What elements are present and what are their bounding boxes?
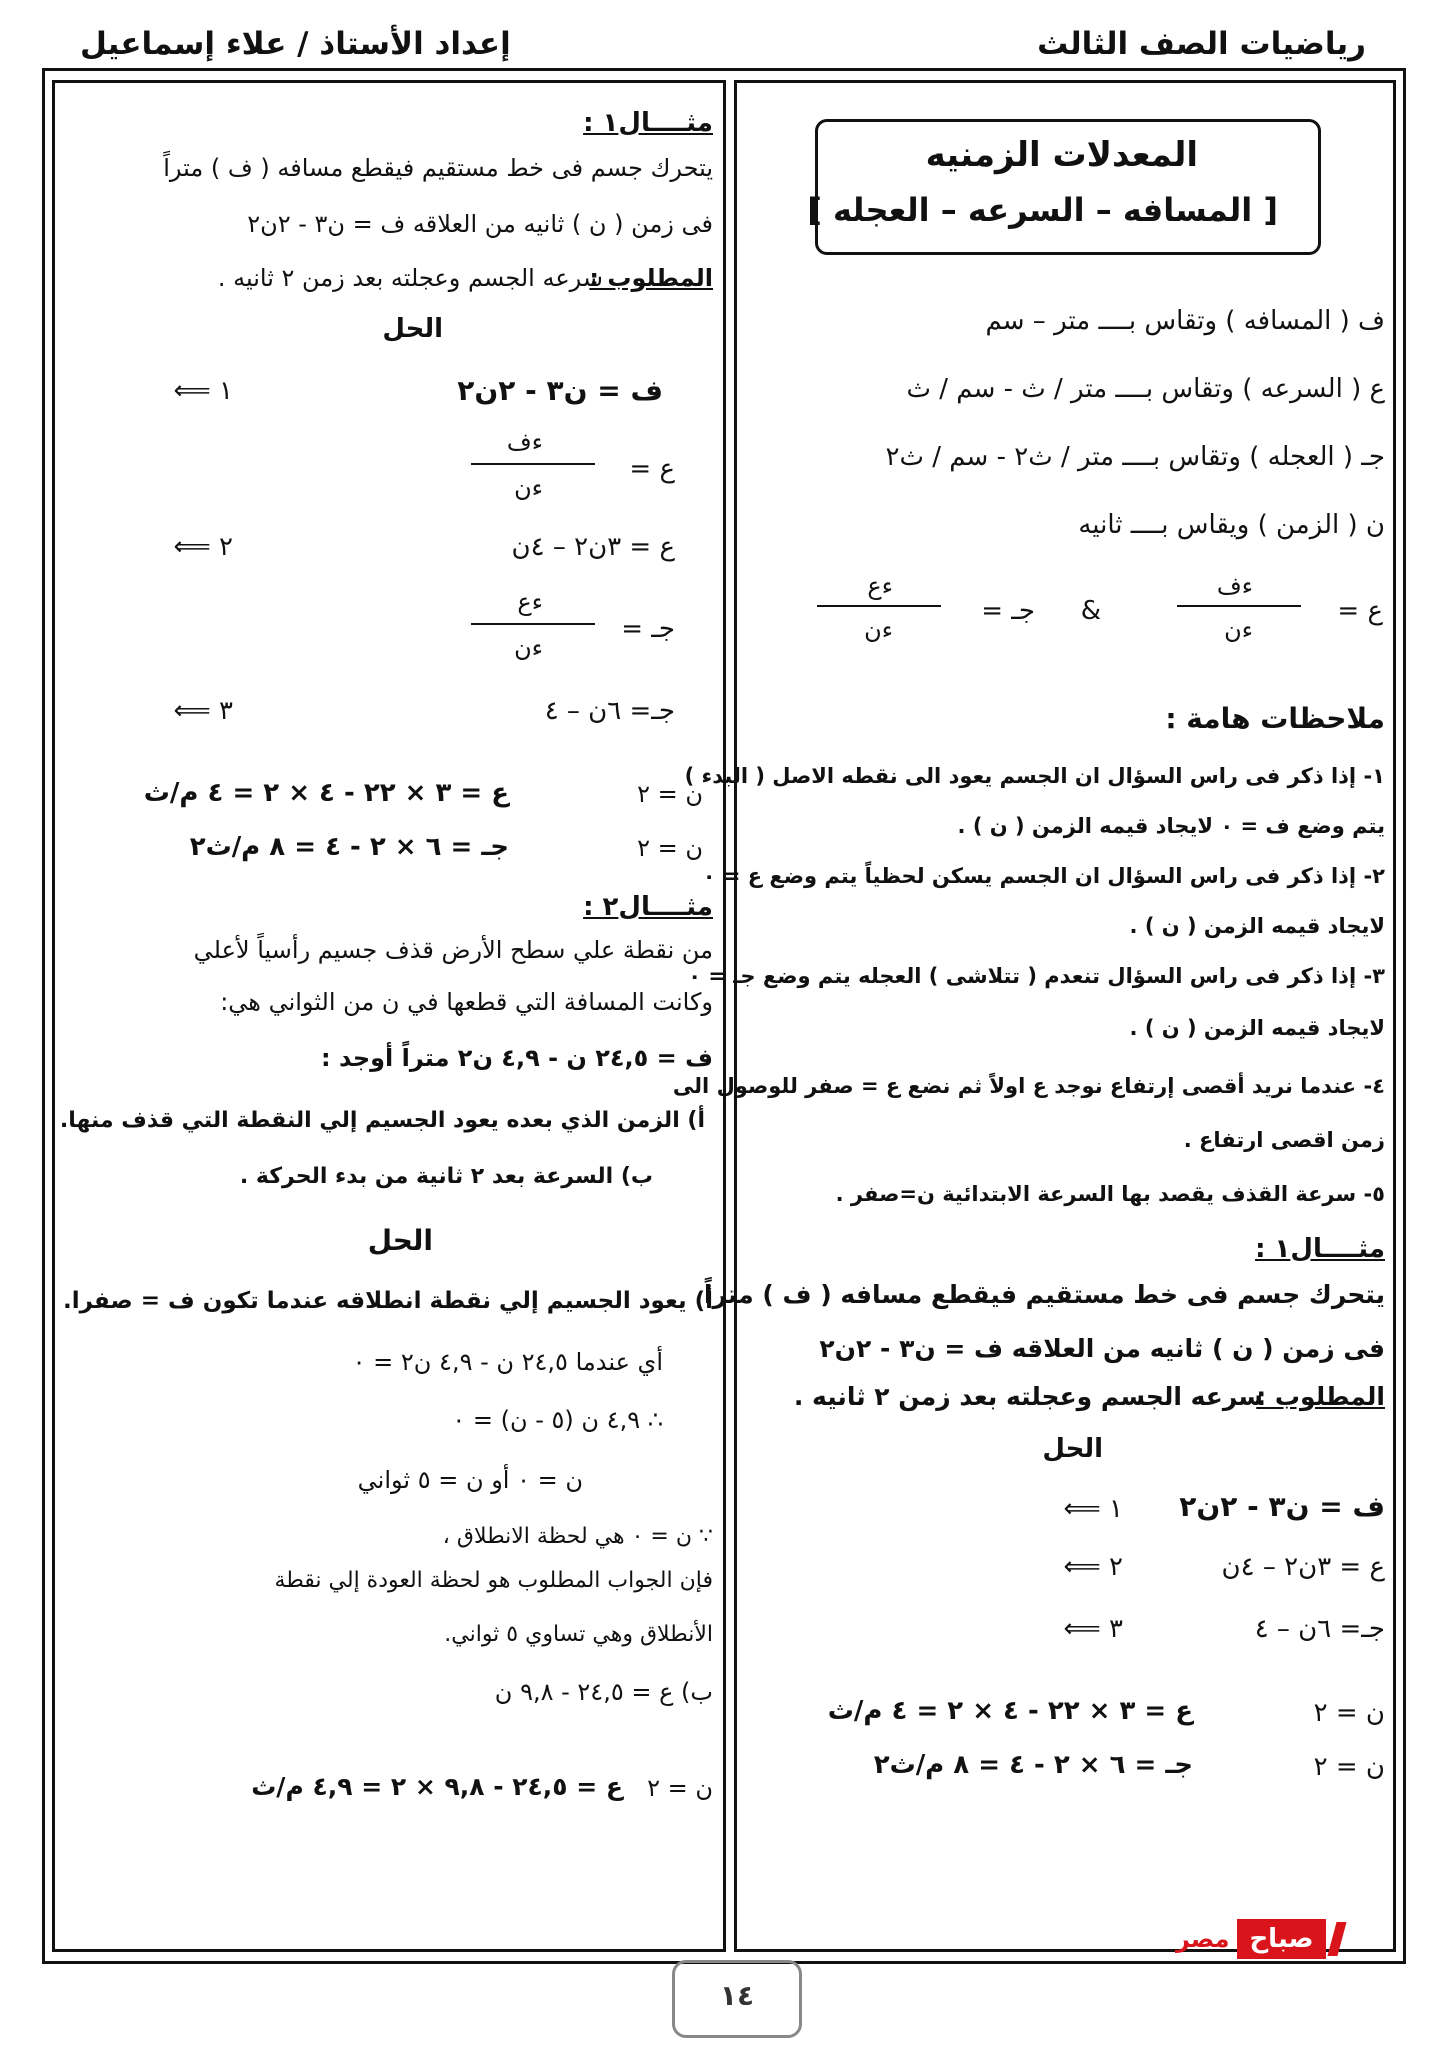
- formula-velocity-bar: [1177, 605, 1301, 607]
- eq-v-lhs: ع =: [629, 454, 675, 484]
- sub-acceleration: جـ = ٦ × ٢ - ٤ = ٨ م/ث٢: [873, 1750, 1193, 1780]
- note-line: يتم وضع ف = ٠ لايجاد قيمه الزمن ( ن ) .: [957, 814, 1385, 838]
- solution-ref: ٢ ⟸: [1063, 1552, 1123, 1582]
- eq-a-bar: [471, 623, 595, 625]
- unit-time: ن ( الزمن ) ويقاس بــــ ثانيه: [1078, 510, 1385, 540]
- note-line: لايجاد قيمه الزمن ( ن ) .: [1129, 914, 1385, 938]
- sub-n: ن = ٢: [637, 780, 703, 808]
- formula-acc-num: ءع: [867, 572, 893, 600]
- note-line: ٥- سرعة القذف يقصد بها السرعة الابتدائية ن=صفر .: [835, 1182, 1385, 1206]
- example2-question: أ) الزمن الذي بعده يعود الجسيم إلي النقطة التي قذف منها.: [59, 1108, 705, 1133]
- logo-text: مصر: [1176, 1925, 1230, 1953]
- formula-acc-den: ءن: [864, 616, 893, 644]
- note-line: ١- إذا ذكر فى راس السؤال ان الجسم يعود الى نقطه الاصل ( البدء ): [684, 764, 1385, 788]
- title-sub: [ المسافه – السرعه – العجله ]: [807, 191, 1278, 229]
- title-main: المعدلات الزمنيه: [925, 135, 1198, 175]
- eq-a: جـ= ٦ن – ٤: [544, 696, 675, 726]
- formula-ampersand: &: [1080, 596, 1101, 626]
- eq-a-num: ءع: [517, 588, 543, 616]
- formula-velocity-num: ءف: [1216, 572, 1253, 600]
- eq-ref: ١ ⟸: [173, 376, 233, 406]
- example1-req-label: المطلوب :: [589, 264, 713, 292]
- sub-n: ن = ٢: [637, 834, 703, 862]
- example2-final-n: ن = ٢: [647, 1774, 713, 1802]
- notes-title: ملاحظات هامة :: [1165, 702, 1385, 735]
- title-scroll-box: [807, 119, 1321, 255]
- eq-a-den: ءن: [514, 634, 543, 662]
- example1-req-label: المطلوب :: [1256, 1382, 1385, 1411]
- example1-label: مثــــال١ :: [583, 108, 713, 138]
- header-subject: رياضيات الصف الثالث: [1037, 26, 1366, 62]
- eq-v-num: ءف: [506, 428, 543, 456]
- example2-line: ف = ٢٤,٥ ن - ٤,٩ ن٢ متراً أوجد :: [321, 1044, 713, 1072]
- solution-eq: ف = ن٣ - ٢ن٢: [1179, 1490, 1385, 1523]
- unit-distance: ف ( المسافه ) وتقاس بــــ متر – سم: [985, 306, 1385, 336]
- brand-logo: [1168, 1918, 1342, 1960]
- example2-solution-line: ب) ع = ٢٤,٥ - ٩,٨ ن: [494, 1678, 713, 1706]
- right-column: [672, 80, 1396, 1952]
- example2-solution-line: ∴ ٤,٩ ن (٥ - ن) = ٠: [452, 1406, 663, 1434]
- note-line: ٣- إذا ذكر فى راس السؤال تنعدم ( تتلاشى ) العجله يتم وضع جـ = ٠: [688, 964, 1385, 988]
- example1-line: فى زمن ( ن ) ثانيه من العلاقه ف = ن٣ - ٢ن٢: [819, 1334, 1385, 1363]
- example2-solution-line: فإن الجواب المطلوب هو لحظة العودة إلي نقطة: [274, 1568, 713, 1593]
- example2-final: ع = ٢٤,٥ - ٩,٨ × ٢ = ٤,٩ م/ث: [251, 1772, 623, 1801]
- solution-label: الحل: [382, 314, 443, 344]
- example2-solution-line: ن = ٠ أو ن = ٥ ثواني: [357, 1466, 583, 1494]
- formula-velocity-den: ءن: [1224, 616, 1253, 644]
- left-column: [52, 80, 726, 1952]
- example2-line: من نقطة علي سطح الأرض قذف جسيم رأسياً لأعلي: [193, 936, 713, 964]
- example2-question: ب) السرعة بعد ٢ ثانية من بدء الحركة .: [239, 1164, 653, 1189]
- solution-label: الحل: [1042, 1434, 1103, 1464]
- header-author: إعداد الأستاذ / علاء إسماعيل: [80, 26, 511, 62]
- page-header: [60, 26, 1388, 66]
- unit-speed: ع ( السرعه ) وتقاس بــــ متر / ث - سم / ث: [906, 374, 1385, 404]
- eq-ref: ٣ ⟸: [173, 696, 233, 726]
- eq-v-bar: [471, 463, 595, 465]
- example2-solution-line: أي عندما ٢٤,٥ ن - ٤,٩ ن٢ = ٠: [352, 1348, 663, 1376]
- example2-solution-label: الحل: [367, 1224, 433, 1257]
- sub-velocity: ع = ٣ × ٢٢ - ٤ × ٢ = ٤ م/ث: [143, 778, 509, 808]
- eq-f: ف = ن٣ - ٢ن٢: [457, 374, 663, 407]
- sub-n: ن = ٢: [1313, 1698, 1385, 1728]
- note-line: ٢- إذا ذكر فى راس السؤال ان الجسم يسكن لحظياً يتم وضع ع = ٠: [702, 864, 1385, 888]
- eq-v: ع = ٣ن٢ – ٤ن: [511, 532, 675, 562]
- note-line: ٤- عندما نريد أقصى إرتفاع نوجد ع اولاً ثم نضع ع = صفر للوصول الى: [672, 1074, 1385, 1098]
- eq-a-lhs: جـ =: [621, 614, 675, 644]
- sub-acceleration: جـ = ٦ × ٢ - ٤ = ٨ م/ث٢: [189, 832, 509, 862]
- formula-acc-bar: [817, 605, 941, 607]
- eq-v-den: ءن: [514, 474, 543, 502]
- eq-ref: ٢ ⟸: [173, 532, 233, 562]
- unit-acceleration: جـ ( العجله ) وتقاس بــــ متر / ث٢ - سم / ث٢: [885, 442, 1385, 472]
- example2-solution-line: ∵ ن = ٠ هي لحظة الانطلاق ،: [442, 1524, 713, 1549]
- solution-eq: ع = ٣ن٢ – ٤ن: [1221, 1552, 1385, 1582]
- note-line: زمن اقصى ارتفاع .: [1183, 1128, 1385, 1152]
- example1-line: يتحرك جسم فى خط مستقيم فيقطع مسافه ( ف ) متراً: [703, 1280, 1385, 1309]
- example1-req-text: سرعه الجسم وعجلته بعد زمن ٢ ثانيه .: [217, 264, 603, 292]
- example2-solution-line: الأنطلاق وهي تساوي ٥ ثواني.: [444, 1622, 713, 1647]
- note-line: لايجاد قيمه الزمن ( ن ) .: [1129, 1016, 1385, 1040]
- example1-line: يتحرك جسم فى خط مستقيم فيقطع مسافه ( ف ) متراً: [163, 154, 713, 182]
- example1-label: مثــــال١ :: [1255, 1234, 1385, 1264]
- sub-velocity: ع = ٣ × ٢٢ - ٤ × ٢ = ٤ م/ث: [827, 1696, 1193, 1726]
- solution-ref: ٣ ⟸: [1063, 1614, 1123, 1644]
- example2-solution-line: أ) يعود الجسيم إلي نقطة انطلاقه عندما تكون ف = صفرا.: [63, 1288, 713, 1314]
- solution-ref: ١ ⟸: [1063, 1494, 1123, 1524]
- formula-acc-lhs: جـ =: [981, 596, 1035, 626]
- logo-red: صباح: [1237, 1919, 1325, 1959]
- example2-label: مثــــال٢ :: [583, 892, 713, 922]
- page-number: ١٤: [672, 1960, 802, 2038]
- example1-req-text: سرعه الجسم وعجلته بعد زمن ٢ ثانيه .: [793, 1382, 1263, 1411]
- example1-line: فى زمن ( ن ) ثانيه من العلاقه ف = ن٣ - ٢ن٢: [247, 210, 713, 238]
- solution-eq: جـ= ٦ن – ٤: [1254, 1614, 1385, 1644]
- example2-line: وكانت المسافة التي قطعها في ن من الثواني هي:: [220, 988, 713, 1016]
- formula-velocity-lhs: ع =: [1337, 596, 1383, 626]
- sub-n: ن = ٢: [1313, 1752, 1385, 1782]
